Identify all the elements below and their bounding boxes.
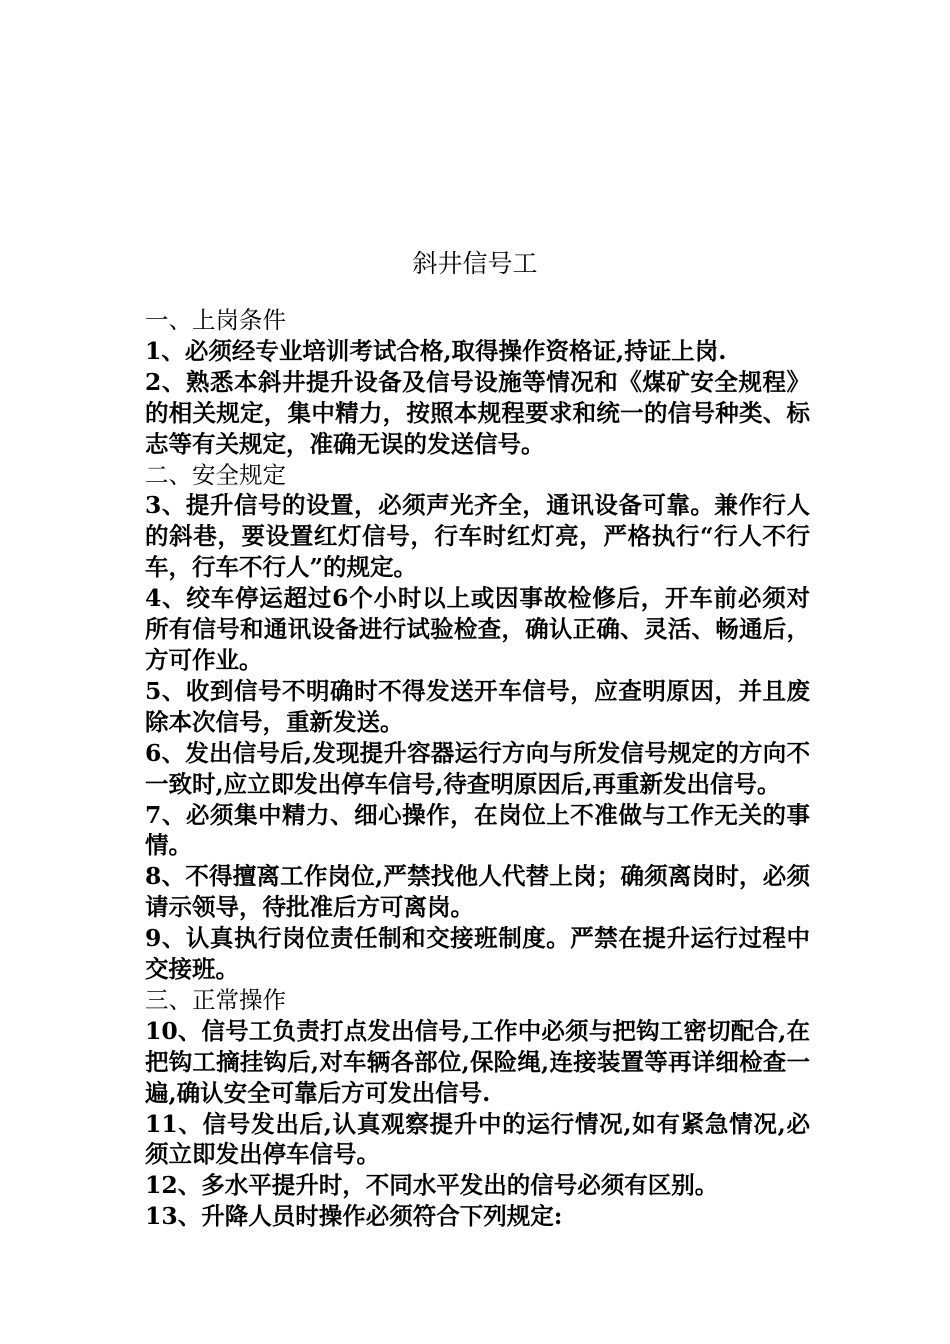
section-heading: 一、上岗条件 [145, 306, 286, 334]
list-item: 11、信号发出后,认真观察提升中的运行情况,如有紧急情况,必须立即发出停车信号。 [145, 1109, 810, 1169]
section-heading: 三、正常操作 [145, 985, 286, 1014]
document-body [145, 305, 810, 1232]
list-item: 10、信号工负责打点发出信号,工作中必须与把钩工密切配合,在把钩工摘挂钩后,对车辆各部位,保险绳,连接装置等再详细检查一遍,确认安全可靠后方可发出信号. [145, 1016, 810, 1107]
list-item: 1、必须经专业培训考试合格,取得操作资格证,持证上岗. [145, 336, 727, 365]
list-item: 4、绞车停运超过6个小时以上或因事故检修后，开车前必须对所有信号和通讯设备进行试验检查，确认正确、灵活、畅通后，方可作业。 [145, 584, 810, 674]
section-heading: 二、安全规定 [145, 460, 286, 489]
list-item: 7、必须集中精力、细心操作，在岗位上不准做与工作无关的事情。 [145, 800, 810, 860]
list-item: 5、收到信号不明确时不得发送开车信号，应查明原因，并且废除本次信号，重新发送。 [145, 676, 810, 736]
list-item: 12、多水平提升时，不同水平发出的信号必须有区别。 [145, 1171, 719, 1200]
list-item: 13、升降人员时操作必须符合下列规定: [145, 1202, 563, 1231]
list-item: 3、提升信号的设置，必须声光齐全，通讯设备可靠。兼作行人的斜巷，要设置红灯信号，行车时红灯亮，严格执行“行人不行车，行车不行人”的规定。 [145, 491, 810, 582]
list-item: 9、认真执行岗位责任制和交接班制度。严禁在提升运行过程中交接班。 [145, 924, 810, 984]
list-item: 2、熟悉本斜井提升设备及信号设施等情况和《煤矿安全规程》的相关规定，集中精力，按照本规程要求和统一的信号种类、标志等有关规定，准确无误的发送信号。 [145, 367, 810, 458]
list-item: 6、发出信号后,发现提升容器运行方向与所发信号规定的方向不一致时,应立即发出停车信号,待查明原因后,再重新发出信号。 [145, 738, 810, 798]
document-title: 斜井信号工 [412, 249, 538, 278]
list-item: 8、不得擅离工作岗位,严禁找他人代替上岗；确须离岗时，必须请示领导，待批准后方可离岗。 [145, 862, 810, 922]
